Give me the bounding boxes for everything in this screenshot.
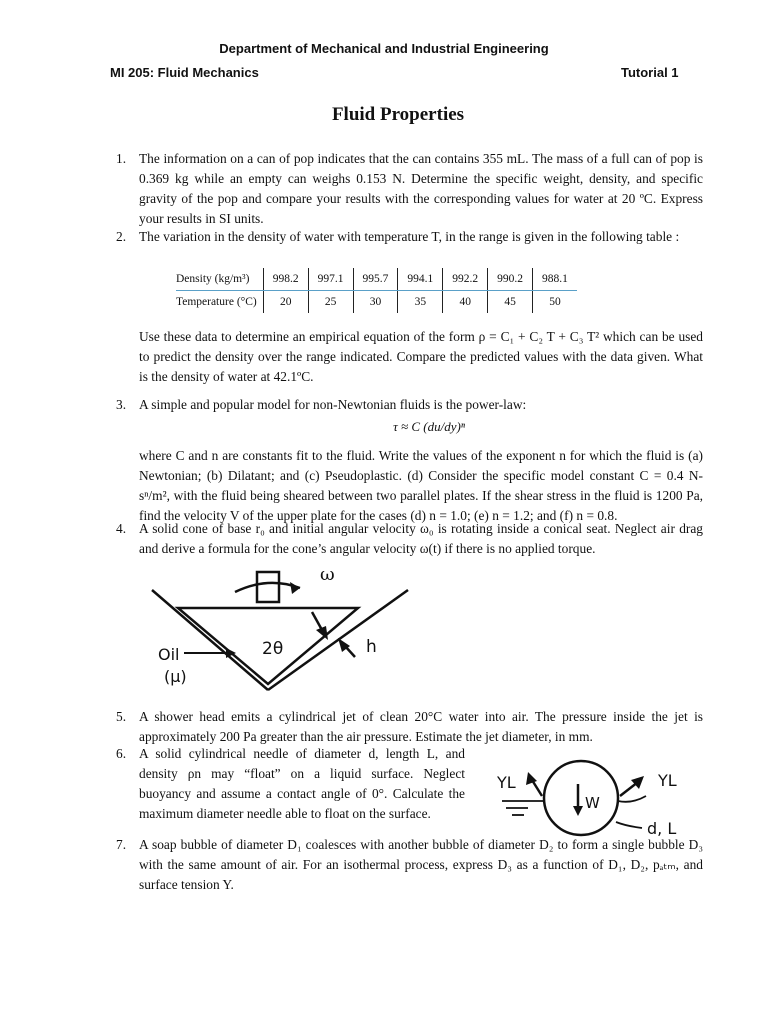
temperature-value: 30 [353, 291, 398, 314]
temperature-value: 45 [488, 291, 533, 314]
question-4-number: 4. [116, 521, 127, 536]
temperature-value: 25 [308, 291, 353, 314]
temperature-value: 35 [398, 291, 443, 314]
cone-diagram [140, 560, 520, 710]
tension-arrow-left [532, 780, 542, 796]
temperature-row [176, 291, 577, 314]
density-value: 994.1 [398, 268, 443, 291]
density-value: 992.2 [443, 268, 488, 291]
question-6-number: 6. [116, 746, 127, 761]
seat-right-wall [268, 590, 408, 690]
course-name: MI 205: Fluid Mechanics [110, 65, 259, 80]
question-3-number: 3. [116, 397, 127, 412]
department-header: Department of Mechanical and Industrial Engineering [219, 41, 549, 56]
dimension-label: d, L [647, 819, 677, 838]
question-3-text: A simple and popular model for non-Newtonian fluids is the power-law: [139, 397, 527, 412]
cone-shaft [257, 572, 279, 602]
tension-label-left: YL [497, 773, 516, 792]
question-2-text-continued: Use these data to determine an empirical equation of the form ρ = C₁ + C₂ T + C₃ T² which can be used to predict the density over the range indicated. Compare the predicted values with the data given. What is the density of water at 42.1ºC. [139, 329, 703, 384]
needle-diagram [492, 756, 702, 846]
liquid-surface-right [618, 796, 646, 802]
page-title: Fluid Properties [331, 104, 465, 125]
question-2-number: 2. [116, 229, 127, 244]
weight-arrowhead [573, 806, 583, 816]
needle-cross-section [544, 761, 618, 835]
weight-label: W [585, 794, 600, 812]
tutorial-number: Tutorial 1 [621, 65, 679, 80]
viscosity-label: (μ) [164, 667, 187, 686]
question-4-text: A solid cone of base r₀ and initial angular velocity ω₀ is rotating inside a conical seat. Neglect air drag and derive a formula for the cone’s angular velocity ω(t) if there is no applied torque. [139, 521, 703, 556]
density-value: 997.1 [308, 268, 353, 291]
gap-h-label: h [366, 637, 377, 657]
density-label: Density (kg/m³) [176, 268, 263, 291]
density-table [176, 268, 577, 313]
question-1-number: 1. [116, 151, 127, 166]
question-6-text: A solid cylindrical needle of diameter d, length L, and density ρn may “float” on a liquid surface. Neglect buoyancy and assume a contact angle of 0°. Calculate the maximum diameter needle able to float on the surface. [139, 746, 465, 821]
rotation-arrowhead [290, 582, 300, 594]
power-law-formula: τ ≈ C (du/dy)ⁿ [393, 419, 465, 434]
question-2-text: The variation in the density of water with temperature T, in the range is given in the following table : [139, 229, 680, 244]
question-7-text: A soap bubble of diameter D₁ coalesces with another bubble of diameter D₂ to form a single bubble D₃ with the same amount of air. For an isothermal process, express D₃ as a function of D₁, D₂, pₐₜₘ, and surface tension Y. [139, 837, 703, 892]
oil-label: Oil [158, 645, 180, 664]
question-5-text: A shower head emits a cylindrical jet of clean 20°C water into air. The pressure inside the jet is approximately 200 Pa greater than the air pressure. Estimate the jet diameter, in mm. [139, 709, 703, 744]
density-value: 998.2 [263, 268, 308, 291]
dimension-pointer [616, 822, 642, 828]
density-value: 990.2 [488, 268, 533, 291]
density-row [176, 268, 577, 291]
temperature-value: 20 [263, 291, 308, 314]
question-3-text-continued: where C and n are constants fit to the fluid. Write the values of the exponent n for which the fluid is (a) Newtonian; (b) Dilatant; and (c) Pseudoplastic. (d) Consider the specific model constant C = 0.4 N-sⁿ/m², with the fluid being sheared between two parallel plates. If the shear stress in the fluid is 1200 Pa, find the velocity V of the upper plate for the cases (d) n = 1.0; (e) n = 1.2; and (f) n = 0.8. [139, 448, 703, 523]
density-value: 988.1 [533, 268, 577, 291]
angle-label: 2θ [262, 639, 284, 659]
question-5-number: 5. [116, 709, 127, 724]
gap-arrow-top [312, 612, 322, 630]
question-1-text: The information on a can of pop indicates that the can contains 355 mL. The mass of a full can of pop is 0.369 kg while an empty can weighs 0.153 N. Determine the specific weight, density, and specific gravity of the pop and compare your results with the corresponding values for water at 20 ºC. Express your results in SI units. [139, 151, 703, 226]
temperature-label: Temperature (°C) [176, 296, 257, 308]
temperature-value: 50 [533, 291, 577, 314]
omega-label: ω [320, 564, 335, 585]
temperature-value: 40 [443, 291, 488, 314]
tension-label-right: YL [658, 771, 677, 790]
density-value: 995.7 [353, 268, 398, 291]
rotation-arrow [235, 583, 300, 592]
question-7-number: 7. [116, 837, 127, 852]
